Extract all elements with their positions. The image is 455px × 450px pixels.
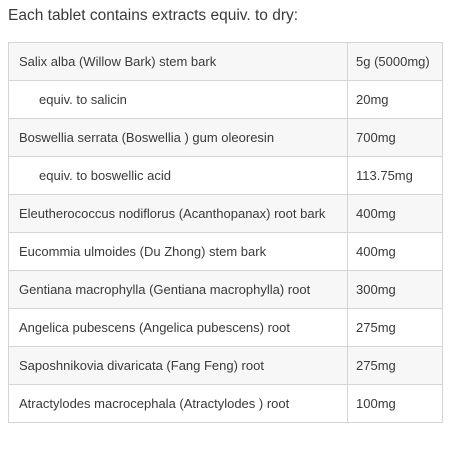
- ingredient-name: Eleutherococcus nodiflorus (Acanthopanax) root bark: [9, 195, 348, 233]
- table-row: [9, 347, 443, 385]
- ingredient-name: Atractylodes macrocephala (Atractylodes ) root: [9, 385, 348, 423]
- ingredient-amount: 113.75mg: [348, 157, 443, 195]
- ingredient-name: Gentiana macrophylla (Gentiana macrophylla) root: [9, 271, 348, 309]
- ingredient-amount: 400mg: [348, 195, 443, 233]
- ingredient-amount: 20mg: [348, 81, 443, 119]
- ingredient-name: equiv. to boswellic acid: [9, 157, 348, 195]
- table-row: [9, 271, 443, 309]
- table-row: [9, 157, 443, 195]
- ingredient-name: Salix alba (Willow Bark) stem bark: [9, 43, 348, 81]
- ingredients-table-body: [9, 43, 443, 423]
- ingredient-name: Saposhnikovia divaricata (Fang Feng) root: [9, 347, 348, 385]
- table-row: [9, 309, 443, 347]
- ingredient-amount: 300mg: [348, 271, 443, 309]
- table-row: [9, 233, 443, 271]
- ingredient-amount: 275mg: [348, 347, 443, 385]
- ingredient-amount: 400mg: [348, 233, 443, 271]
- ingredient-amount: 5g (5000mg): [348, 43, 443, 81]
- table-row: [9, 195, 443, 233]
- ingredient-name: Eucommia ulmoides (Du Zhong) stem bark: [9, 233, 348, 271]
- ingredient-amount: 275mg: [348, 309, 443, 347]
- ingredient-name: equiv. to salicin: [9, 81, 348, 119]
- ingredients-table: [8, 42, 443, 423]
- ingredient-name: Angelica pubescens (Angelica pubescens) root: [9, 309, 348, 347]
- ingredient-amount: 100mg: [348, 385, 443, 423]
- table-row: [9, 43, 443, 81]
- table-row: [9, 385, 443, 423]
- table-row: [9, 81, 443, 119]
- intro-text: Each tablet contains extracts equiv. to dry:: [8, 7, 299, 24]
- ingredient-amount: 700mg: [348, 119, 443, 157]
- table-row: [9, 119, 443, 157]
- ingredient-name: Boswellia serrata (Boswellia ) gum oleoresin: [9, 119, 348, 157]
